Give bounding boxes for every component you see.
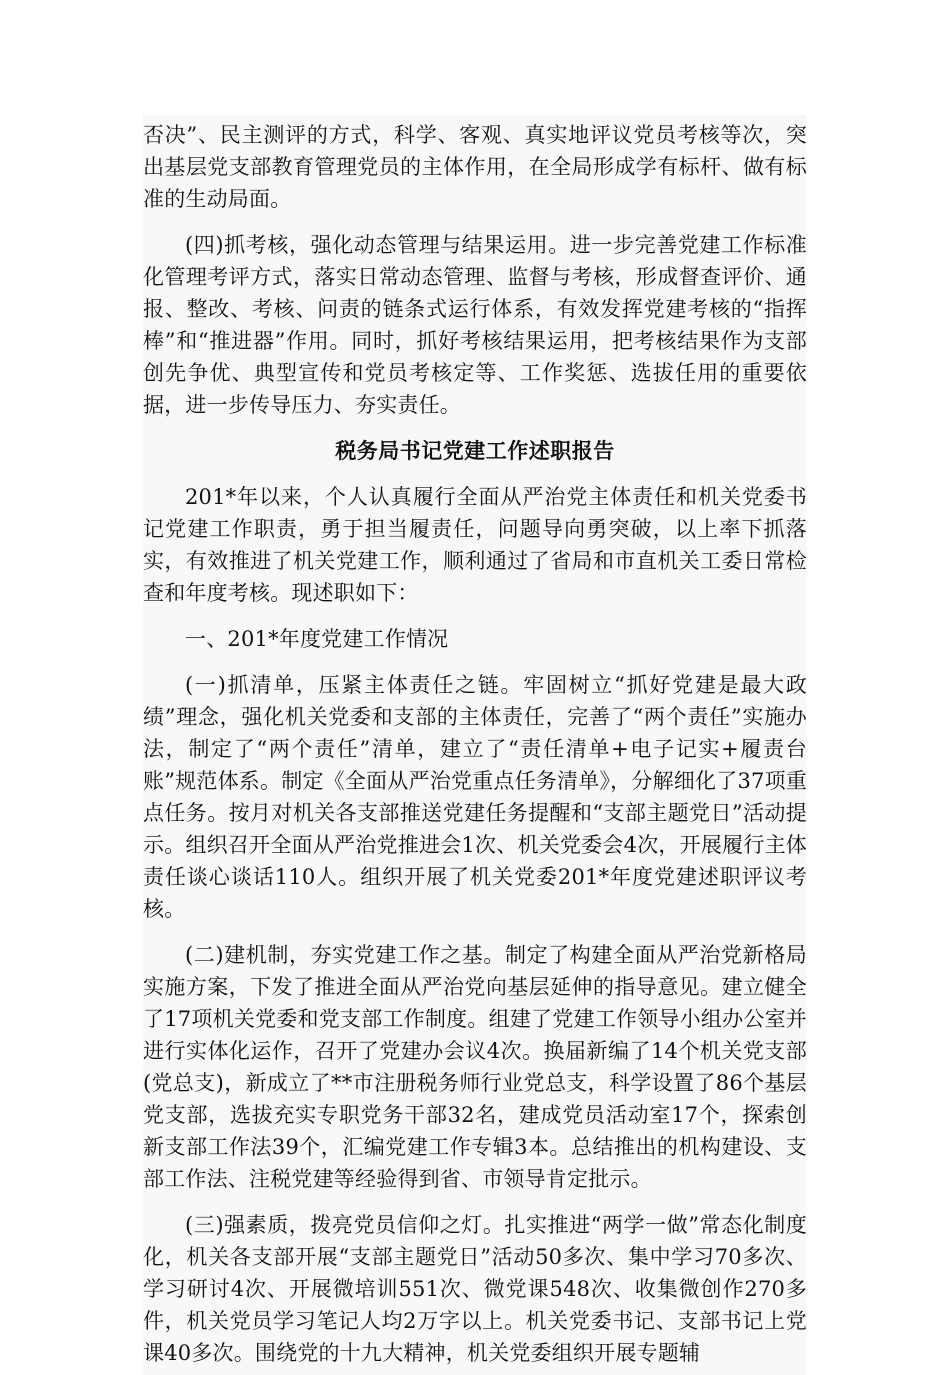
paragraph-gap [143,655,807,669]
paragraph-item-one: (一)抓清单，压紧主体责任之链。牢固树立“抓好党建是最大政绩”理念，强化机关党委和支部的主体责任，完善了“两个责任”实施办法，制定了“两个责任”清单，建立了“责任清单+电子记实+履责台账”规范体系。制定《全面从严治党重点任务清单》，分解细化了37项重点任务。按月对机关各支部推送党建任务提醒和“支部主题党日”活动提示。组织召开全面从严治党推进会1次、机关党委会4次，开展履行主体责任谈心谈话110人。组织开展了机关党委201*年度党建述职评议考核。 [143,673,807,921]
paragraph-gap [143,215,807,229]
report-title: 税务局书记党建工作述职报告 [335,438,615,463]
paragraph-item-two: (二)建机制，夯实党建工作之基。制定了构建全面从严治党新格局实施方案，下发了推进全面从严治党向基层延伸的指导意见。建立健全了17项机关党委和党支部工作制度。组建了党建工作领导小组办公室并进行实体化运作，召开了党建办会议4次。换届新编了14个机关党支部(党总支)，新成立了**市注册税务师行业党总支，科学设置了86个基层党支部，选拔充实专职党务干部32名，建成党员活动室17个，探索创新支部工作法39个，汇编党建工作专辑3本。总结推出的机构建设、支部工作法、注税党建等经验得到省、市领导肯定批示。 [143,943,807,1191]
section-heading: 一、201*年度党建工作情况 [185,627,449,651]
paragraph-gap [143,421,807,435]
paragraph-section-four: (四)抓考核，强化动态管理与结果运用。进一步完善党建工作标准化管理考评方式，落实日常动态管理、监督与考核，形成督查评价、通报、整改、考核、问责的链条式运行体系，有效发挥党建考核的“指挥棒”和“推进器”作用。同时，抓好考核结果运用，把考核结果作为支部创先争优、典型宣传和党员考核定等、工作奖惩、选拔任用的重要依据，进一步传导压力、夯实责任。 [143,233,807,417]
paragraph-gap [143,925,807,939]
paragraph-gap [143,609,807,623]
paragraph-gap [143,1195,807,1209]
document-body [143,115,807,1375]
paragraph-item-three: (三)强素质，拨亮党员信仰之灯。扎实推进“两学一做”常态化制度化，机关各支部开展“支部主题党日”活动50多次、集中学习70多次、学习研讨4次、开展微培训551次、微党课548次、收集微创作270多件，机关党员学习笔记人均2万字以上。机关党委书记、支部书记上党课40多次。围绕党的十九大精神，机关党委组织开展专题辅 [143,1213,807,1365]
paragraph-intro: 201*年以来，个人认真履行全面从严治党主体责任和机关党委书记党建工作职责，勇于担当履责任，问题导向勇突破，以上率下抓落实，有效推进了机关党建工作，顺利通过了省局和市直机关工委日常检查和年度考核。现述职如下： [143,485,807,605]
paragraph-continued: 否决”、民主测评的方式，科学、客观、真实地评议党员考核等次，突出基层党支部教育管理党员的主体作用，在全局形成学有标杆、做有标准的生动局面。 [143,123,807,211]
paragraph-gap [143,467,807,481]
